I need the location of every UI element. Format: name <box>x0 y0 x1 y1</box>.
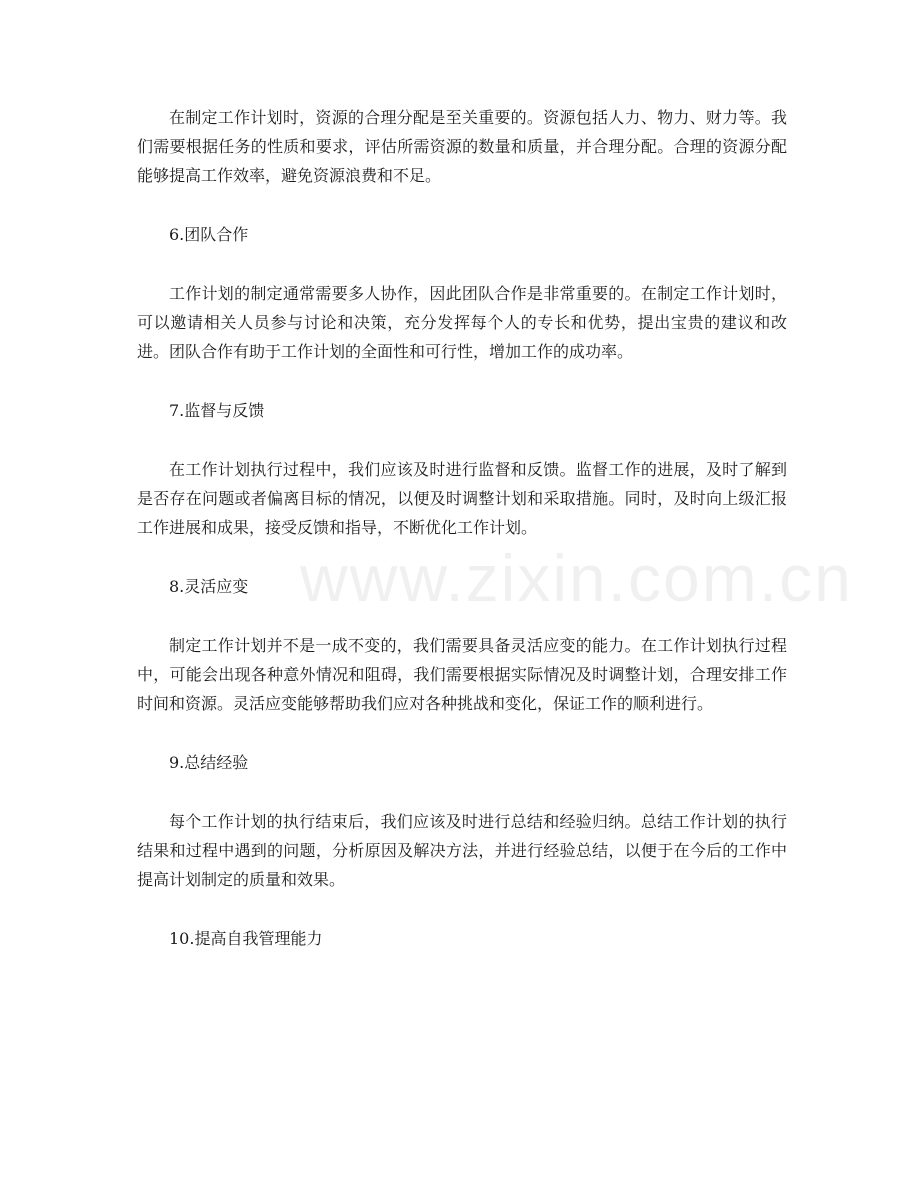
section-heading-teamwork: 6.团队合作 <box>169 225 249 244</box>
paragraph-supervision: 在工作计划执行过程中，我们应该及时进行监督和反馈。监督工作的进展，及时了解到是否存在问题或者偏离目标的情况，以便及时调整计划和采取措施。同时，及时向上级汇报工作进展和成果，接受反馈和指导，不断优化工作计划。 <box>137 460 787 537</box>
paragraph-summary: 每个工作计划的执行结束后，我们应该及时进行总结和经验归纳。总结工作计划的执行结果和过程中遇到的问题，分析原因及解决方法，并进行经验总结，以便于在今后的工作中提高计划制定的质量和效果。 <box>137 812 787 889</box>
paragraph-teamwork: 工作计划的制定通常需要多人协作，因此团队合作是非常重要的。在制定工作计划时，可以邀请相关人员参与讨论和决策，充分发挥每个人的专长和优势，提出宝贵的建议和改进。团队合作有助于工作计划的全面性和可行性，增加工作的成功率。 <box>137 284 787 361</box>
document-body <box>137 103 787 983</box>
watermark: www.zixin.com.cn <box>300 541 853 615</box>
section-heading-self-management: 10.提高自我管理能力 <box>169 929 323 948</box>
section-heading-summary: 9.总结经验 <box>169 753 249 772</box>
paragraph-flexibility: 制定工作计划并不是一成不变的，我们需要具备灵活应变的能力。在工作计划执行过程中，可能会出现各种意外情况和阻碍，我们需要根据实际情况及时调整计划，合理安排工作时间和资源。灵活应变能够帮助我们应对各种挑战和变化，保证工作的顺利进行。 <box>137 636 787 713</box>
paragraph-resource-allocation: 在制定工作计划时，资源的合理分配是至关重要的。资源包括人力、物力、财力等。我们需要根据任务的性质和要求，评估所需资源的数量和质量，并合理分配。合理的资源分配能够提高工作效率，避免资源浪费和不足。 <box>137 108 787 185</box>
section-heading-supervision: 7.监督与反馈 <box>169 401 265 420</box>
section-heading-flexibility: 8.灵活应变 <box>169 577 249 596</box>
